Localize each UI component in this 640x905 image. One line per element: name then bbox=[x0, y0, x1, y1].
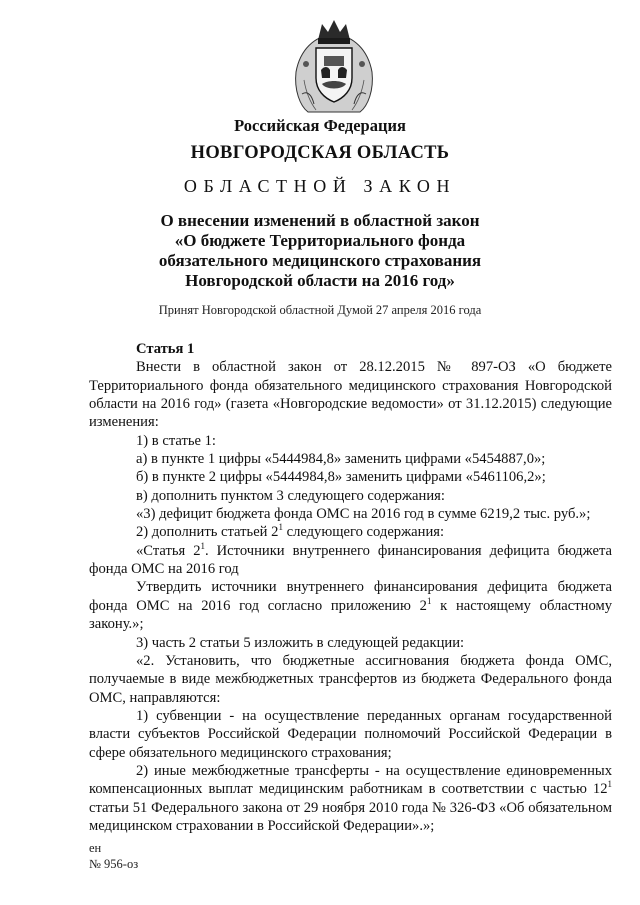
paragraph: «2. Установить, что бюджетные ассигнования бюджета фонда ОМС, получаемые в виде межбюджетных трансфертов из бюджета Федерального фонда ОМС, направляются: bbox=[89, 652, 612, 706]
law-title-line: «О бюджете Территориального фонда bbox=[174, 231, 466, 250]
paragraph bbox=[89, 578, 612, 633]
text-segment: следующего содержания: bbox=[282, 524, 445, 541]
law-title-line: обязательного медицинского страхования bbox=[158, 251, 482, 270]
law-title-line: О внесении изменений в областной закон bbox=[160, 211, 480, 230]
text-segment: к настоящему областному закону.»; bbox=[89, 597, 612, 633]
text-segment: статьи 51 Федерального закона от 29 ноября 2010 года № 326-ФЗ «Об обязательном медицинском страховании в Российской Федерации».»; bbox=[89, 799, 612, 834]
paragraph bbox=[89, 762, 612, 835]
author-initials: ен bbox=[89, 841, 102, 855]
paragraph: 3) часть 2 статьи 5 изложить в следующей редакции: bbox=[136, 634, 465, 651]
paragraph bbox=[89, 542, 612, 579]
coat-of-arms-emblem bbox=[292, 20, 376, 116]
law-title bbox=[0, 211, 640, 291]
superscript: 1 bbox=[607, 779, 612, 790]
text-segment: 2) дополнить статьей 2 bbox=[136, 524, 279, 541]
text-segment: . Источники внутреннего финансирования дефицита бюджета фонда ОМС на 2016 год bbox=[89, 542, 612, 578]
superscript: 1 bbox=[200, 540, 206, 551]
paragraph: 1) в статье 1: bbox=[136, 432, 216, 449]
article-heading: Статья 1 bbox=[136, 341, 195, 357]
country-name: Российская Федерация bbox=[234, 116, 406, 135]
text-segment: Утвердить источники внутреннего финансирования дефицита бюджета фонда ОМС на 2016 год согласно приложению 2 bbox=[89, 579, 612, 614]
paragraph: б) в пункте 2 цифры «5444984,8» заменить цифрами «5461106,2»; bbox=[136, 469, 546, 486]
law-type: ОБЛАСТНОЙ ЗАКОН bbox=[183, 176, 457, 196]
paragraph: «3) дефицит бюджета фонда ОМС на 2016 год в сумме 6219,2 тыс. руб.»; bbox=[136, 506, 591, 523]
paragraph bbox=[89, 523, 612, 541]
superscript: 1 bbox=[278, 522, 283, 533]
paragraph: в) дополнить пунктом 3 следующего содержания: bbox=[136, 487, 445, 504]
document-number: № 956-оз bbox=[89, 857, 139, 871]
document-footer bbox=[89, 840, 138, 872]
superscript: 1 bbox=[426, 595, 432, 606]
text-segment: «Статья 2 bbox=[136, 542, 201, 559]
law-title-line: Новгородской области на 2016 год» bbox=[185, 271, 455, 290]
text-segment: 2) иные межбюджетные трансферты - на осуществление единовременных компенсационных выплат медицинским работникам в соответствии с частью 12 bbox=[89, 762, 612, 798]
paragraph: Внести в областной закон от 28.12.2015 № 897-ОЗ «О бюджете Территориального фонда обязательного медицинского страхования Новгородской области на 2016 год» (газета «Новгородские ведомости» от 31.12.2015) следующие изменения: bbox=[89, 359, 612, 431]
adoption-note: Принят Новгородской областной Думой 27 апреля 2016 года bbox=[158, 303, 482, 317]
paragraph: 1) субвенции - на осуществление переданных органам государственной власти субъектов Российской Федерации полномочий Российской Федерации в сфере обязательного медицинского страхования; bbox=[89, 707, 612, 761]
paragraph: а) в пункте 1 цифры «5444984,8» заменить цифрами «5454887,0»; bbox=[136, 451, 546, 468]
article-body bbox=[89, 340, 612, 835]
region-name: НОВГОРОДСКАЯ ОБЛАСТЬ bbox=[190, 143, 450, 163]
